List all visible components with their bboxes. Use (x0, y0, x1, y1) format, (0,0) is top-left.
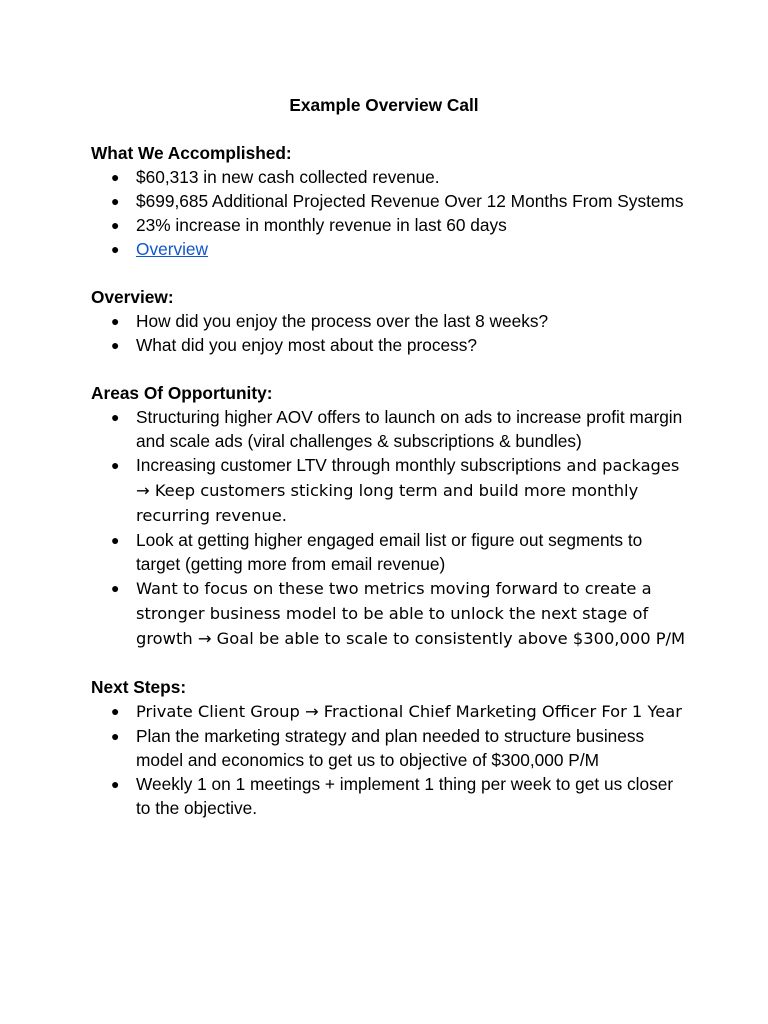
opportunity-heading: Areas Of Opportunity: (91, 383, 273, 403)
bullet-icon: ● (111, 728, 120, 744)
document-page (91, 93, 691, 820)
bullet-icon: ● (111, 169, 120, 185)
list-item-text-continued: and packages → Keep customers sticking long term and build more monthly recurring revenue. (136, 456, 680, 525)
list-item-text: How did you enjoy the process over the last 8 weeks? (136, 311, 549, 331)
list-item-text: 23% increase in monthly revenue in last 60 days (136, 215, 507, 235)
bullet-icon: ● (111, 241, 120, 257)
list-item (91, 576, 691, 651)
bullet-icon: ● (111, 409, 120, 425)
overview-list (91, 309, 691, 357)
opportunity-list (91, 405, 691, 651)
overview-heading: Overview: (91, 287, 174, 307)
next-steps-list (91, 699, 691, 820)
list-item (91, 724, 691, 772)
list-item (91, 453, 691, 528)
list-item (91, 165, 691, 189)
bullet-icon: ● (111, 703, 120, 719)
list-item (91, 528, 691, 576)
overview-link[interactable]: Overview (136, 239, 209, 259)
bullet-icon: ● (111, 313, 120, 329)
bullet-icon: ● (111, 193, 120, 209)
bullet-icon: ● (111, 217, 120, 233)
list-item (91, 699, 691, 724)
document-title: Example Overview Call (289, 95, 479, 115)
list-item-text: Want to focus on these two metrics moving forward to create a stronger business model to be able to unlock the next stage of growth → Goal be able to scale to consistently above $300,000 P/M (136, 579, 686, 648)
list-item (91, 405, 691, 453)
list-item-text: Plan the marketing strategy and plan needed to structure business model and economics to get us to objective of $300,000 P/M (136, 726, 645, 770)
bullet-icon: ● (111, 457, 120, 473)
list-item-text: Increasing customer LTV through monthly subscriptions (136, 455, 562, 475)
bullet-icon: ● (111, 776, 120, 792)
list-item (91, 213, 691, 237)
list-item (91, 189, 691, 213)
bullet-icon: ● (111, 337, 120, 353)
list-item-text: $699,685 Additional Projected Revenue Over 12 Months From Systems (136, 191, 684, 211)
list-item (91, 237, 691, 261)
list-item (91, 772, 691, 820)
list-item-text: What did you enjoy most about the process? (136, 335, 478, 355)
accomplished-heading: What We Accomplished: (91, 143, 292, 163)
list-item-text: Private Client Group → Fractional Chief Marketing Officer For 1 Year (136, 702, 682, 721)
next-steps-heading: Next Steps: (91, 677, 187, 697)
list-item-text: $60,313 in new cash collected revenue. (136, 167, 440, 187)
list-item (91, 309, 691, 333)
bullet-icon: ● (111, 580, 120, 596)
list-item-text: Structuring higher AOV offers to launch on ads to increase profit margin and scale ads (viral challenges & subscriptions & bundles) (136, 407, 683, 451)
list-item-text: Weekly 1 on 1 meetings + implement 1 thing per week to get us closer to the objective. (136, 774, 674, 818)
accomplished-list (91, 165, 691, 261)
bullet-icon: ● (111, 532, 120, 548)
list-item (91, 333, 691, 357)
list-item-text: Look at getting higher engaged email list or figure out segments to target (getting more from email revenue) (136, 530, 643, 574)
